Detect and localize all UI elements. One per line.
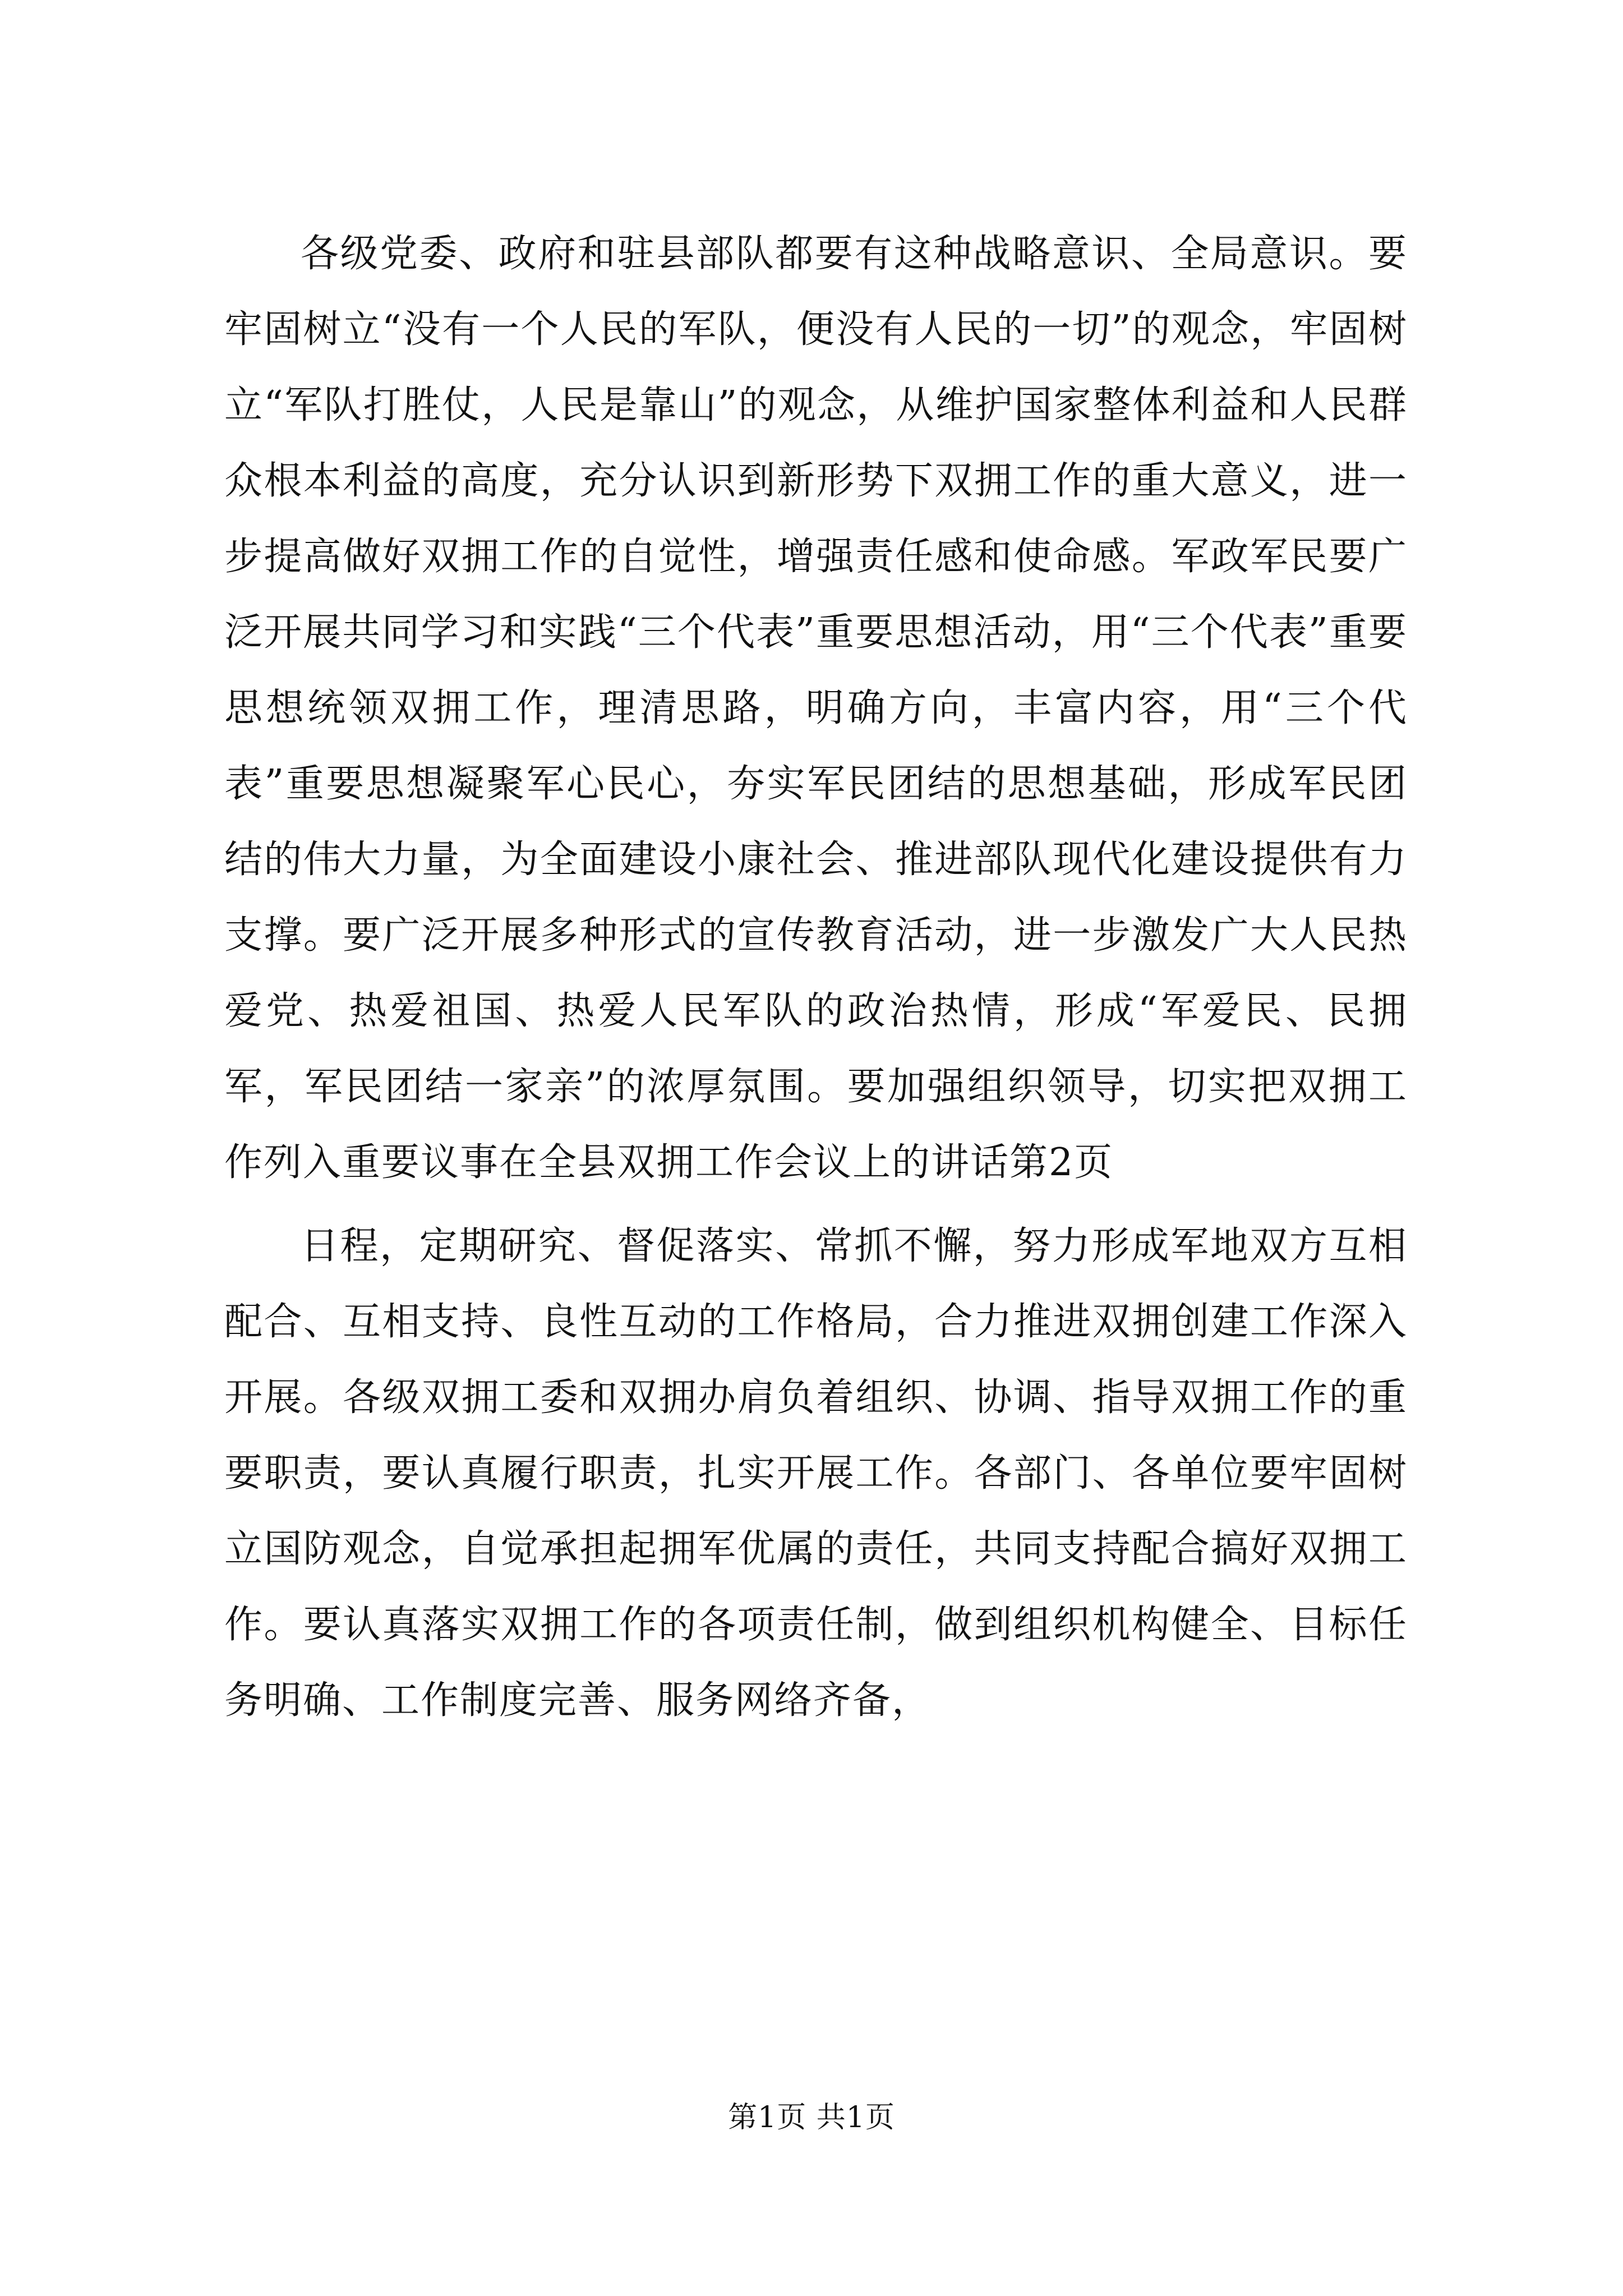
document-body [224, 216, 1408, 1738]
paragraph-1: 各级党委、政府和驻县部队都要有这种战略意识、全局意识。要牢固树立“没有一个人民的军队，便没有人民的一切”的观念，牢固树立“军队打胜仗，人民是靠山”的观念，从维护国家整体利益和人民群众根本利益的高度，充分认识到新形势下双拥工作的重大意义，进一步提高做好双拥工作的自觉性，增强责任感和使命感。军政军民要广泛开展共同学习和实践“三个代表”重要思想活动，用“三个代表”重要思想统领双拥工作，理清思路，明确方向，丰富内容，用“三个代表”重要思想凝聚军心民心，夯实军民团结的思想基础，形成军民团结的伟大力量，为全面建设小康社会、推进部队现代化建设提供有力支撑。要广泛开展多种形式的宣传教育活动，进一步激发广大人民热爱党、热爱祖国、热爱人民军队的政治热情，形成“军爱民、民拥军，军民团结一家亲”的浓厚氛围。要加强组织领导，切实把双拥工作列入重要议事在全县双拥工作会议上的讲话第2页 [224, 232, 1408, 1185]
paragraph-2: 日程，定期研究、督促落实、常抓不懈，努力形成军地双方互相配合、互相支持、良性互动的工作格局，合力推进双拥创建工作深入开展。各级双拥工委和双拥办肩负着组织、协调、指导双拥工作的重要职责，要认真履行职责，扎实开展工作。各部门、各单位要牢固树立国防观念，自觉承担起拥军优属的责任，共同支持配合搞好双拥工作。要认真落实双拥工作的各项责任制，做到组织机构健全、目标任务明确、工作制度完善、服务网络齐备， [224, 1224, 1408, 1723]
page-footer: 第1页 共1页 [728, 2101, 895, 2134]
